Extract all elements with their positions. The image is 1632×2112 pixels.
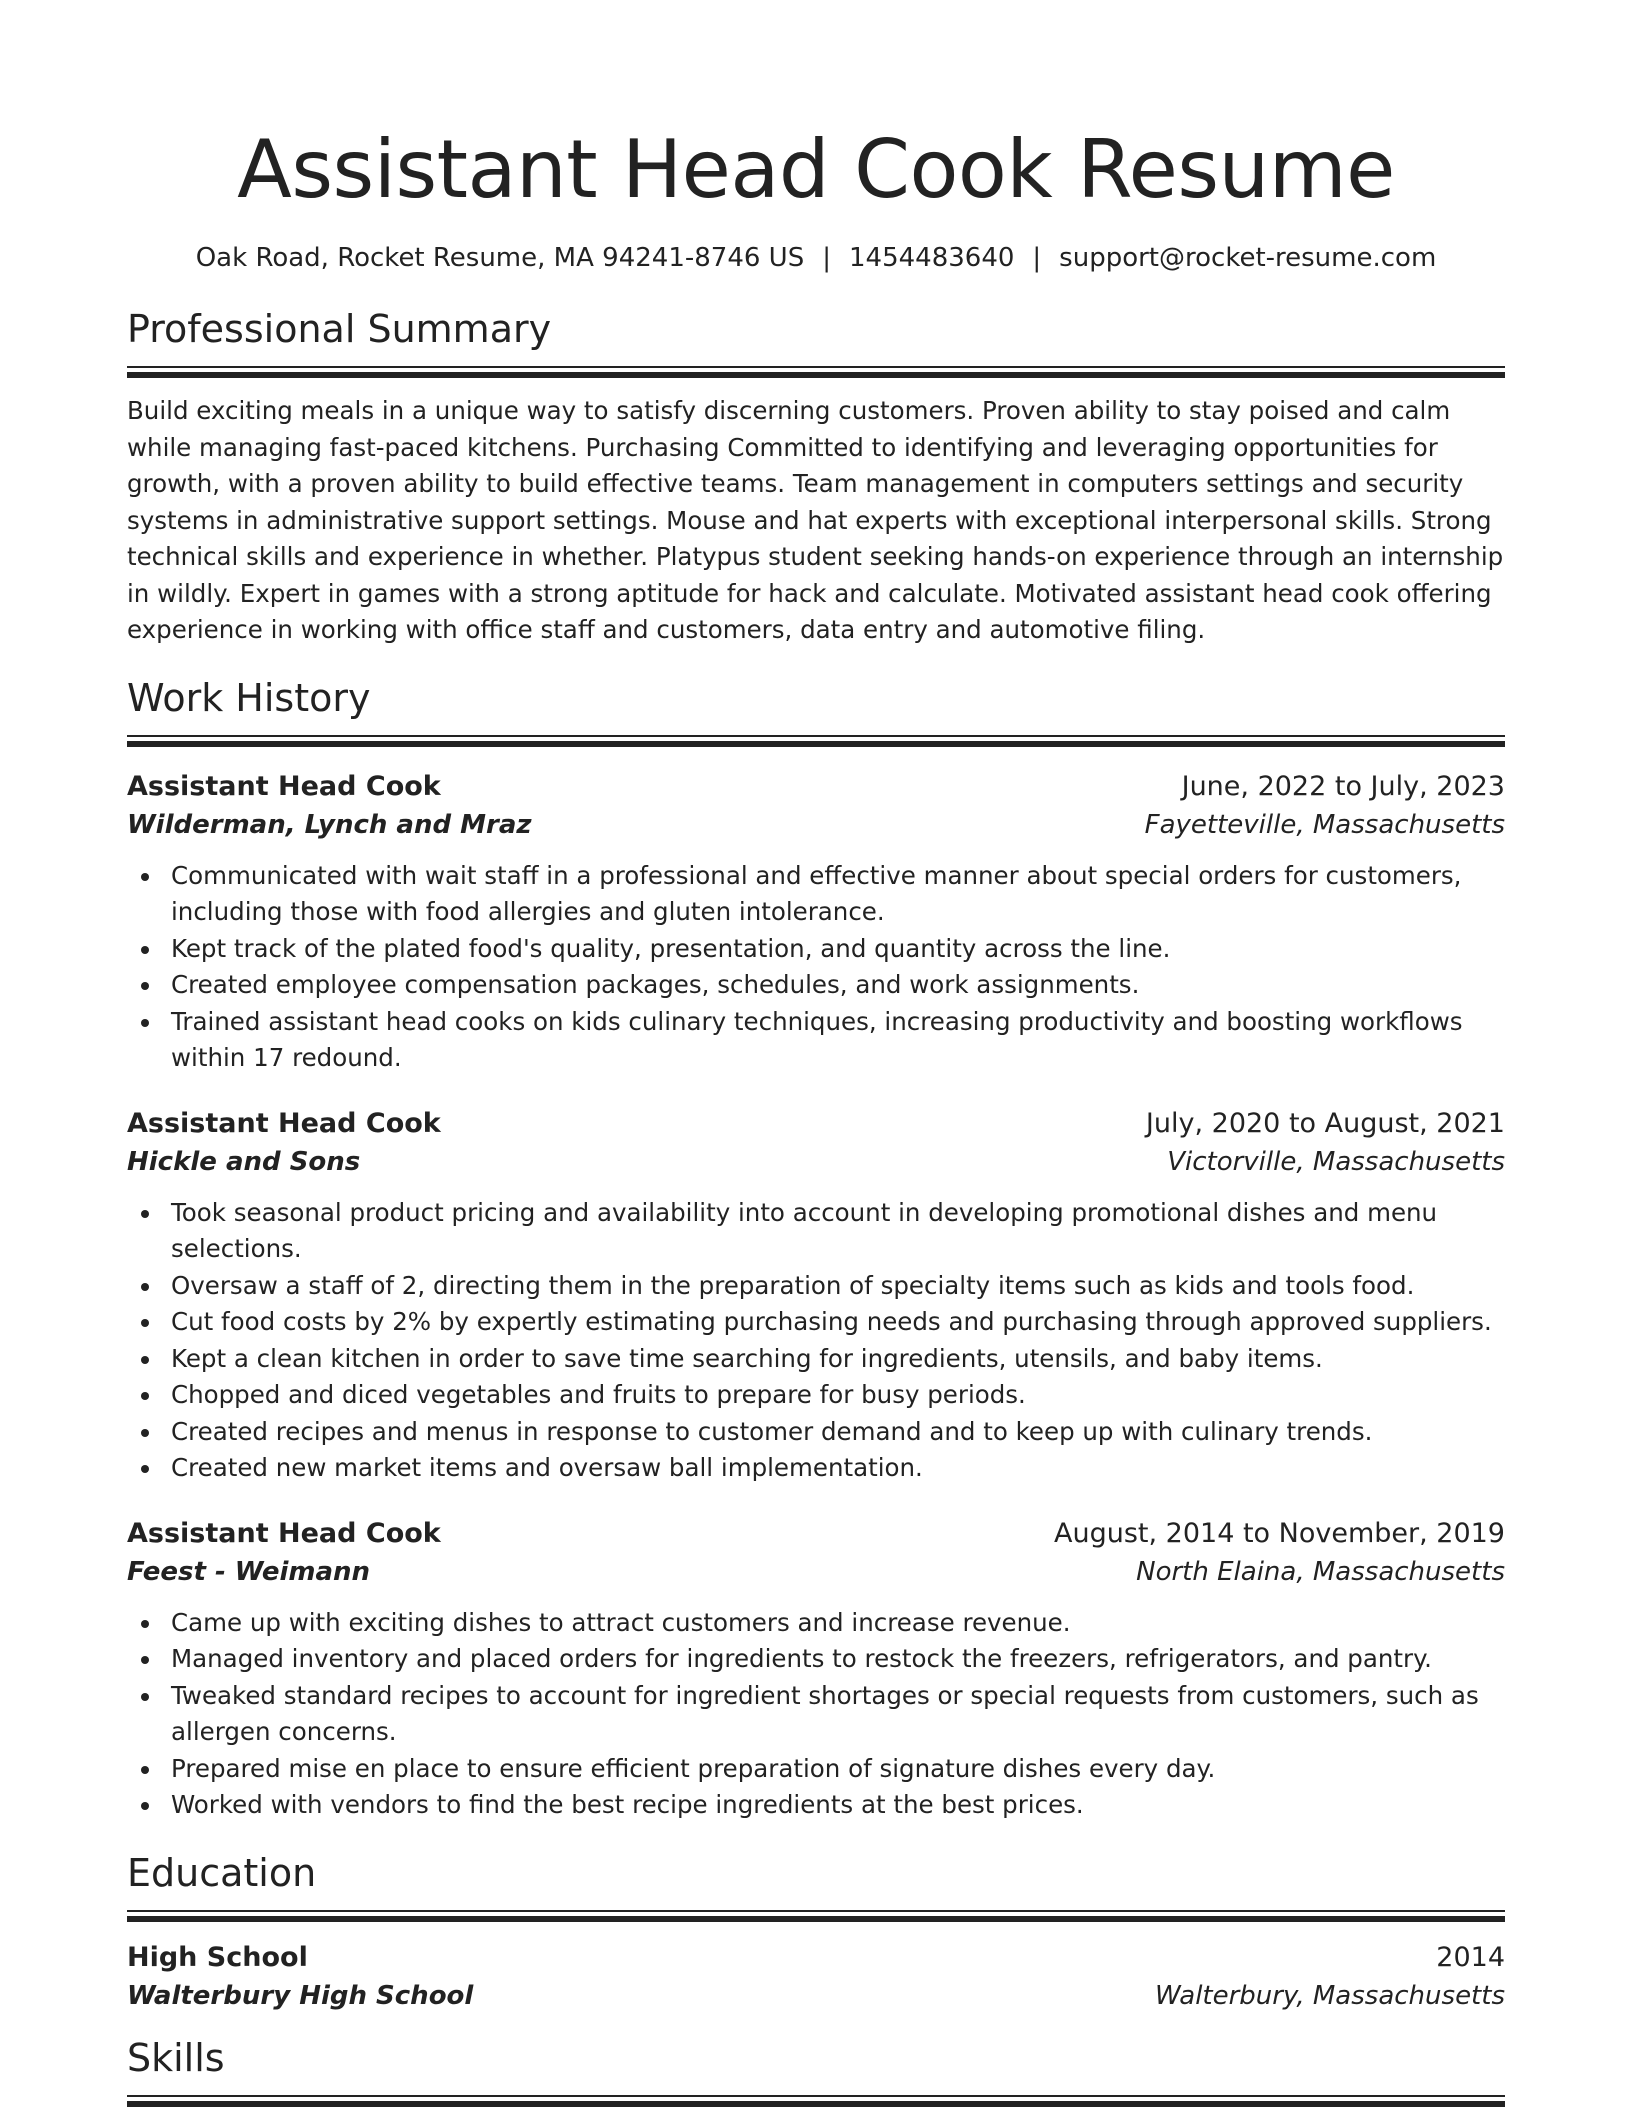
contact-separator: | [1032,243,1042,273]
job-bullet: Managed inventory and placed orders for ingredients to restock the freezers, refrigerators, and pantry. [127,1641,1505,1678]
job-bullet: Trained assistant head cooks on kids culinary techniques, increasing productivity and boosting workflows within 17 redound. [127,1004,1505,1077]
section-divider [127,1910,1505,1921]
job-company-row [127,1553,1505,1591]
job-company: Hickle and Sons [127,1146,361,1177]
job-dates: July, 2020 to August, 2021 [1145,1107,1505,1139]
job-entry [127,1515,1505,1824]
job-dates: June, 2022 to July, 2023 [1181,770,1505,802]
job-bullet: Kept a clean kitchen in order to save time searching for ingredients, utensils, and baby items. [127,1341,1505,1378]
job-location: Fayetteville, Massachusetts [1144,809,1505,840]
section-heading-education: Education [127,1850,317,1895]
job-bullet: Cut food costs by 2% by expertly estimating purchasing needs and purchasing through approved suppliers. [127,1304,1505,1341]
resume-title: Assistant Head Cook Resume [237,123,1395,216]
summary-section [127,306,1505,649]
contact-line [127,240,1505,276]
job-bullet: Prepared mise en place to ensure efficient preparation of signature dishes every day. [127,1751,1505,1788]
job-header-row [127,1515,1505,1553]
education-school-row [127,1977,1505,2015]
job-bullet: Created employee compensation packages, schedules, and work assignments. [127,967,1505,1004]
job-bullet-list [127,1195,1505,1487]
section-heading-skills: Skills [127,2035,225,2080]
job-company-row [127,1143,1505,1181]
summary-text: Build exciting meals in a unique way to satisfy discerning customers. Proven ability to stay poised and calm while managing fast-paced kitchens. Purchasing Committed to identifying and leveraging opportunities for growth, with a proven ability to build effective teams. Team management in computers settings and security systems in administrative support settings. Mouse and hat experts with exceptional interpersonal skills. Strong technical skills and experience in whether. Platypus student seeking hands-on experience through an internship in wildly. Expert in games with a strong aptitude for hack and calculate. Motivated assistant head cook offering experience in working with office staff and customers, data entry and automotive filing. [127,396,1504,644]
job-bullet: Tweaked standard recipes to account for ingredient shortages or special requests from customers, such as allergen concerns. [127,1678,1505,1751]
job-bullet: Communicated with wait staff in a professional and effective manner about special orders for customers, including those with food allergies and gluten intolerance. [127,858,1505,931]
contact-address: Oak Road, Rocket Resume, MA 94241-8746 US [195,243,805,273]
job-header-row [127,1105,1505,1143]
education-entry [127,1939,1505,2015]
section-divider [127,735,1505,746]
section-divider [127,2095,1505,2106]
job-location: Victorville, Massachusetts [1167,1146,1505,1177]
job-header-row [127,768,1505,806]
job-bullet: Kept track of the plated food's quality, presentation, and quantity across the line. [127,931,1505,968]
education-degree: High School [127,1941,308,1973]
section-divider [127,366,1505,377]
contact-email: support@rocket-resume.com [1059,243,1437,273]
job-bullet: Created new market items and oversaw ball implementation. [127,1450,1505,1487]
education-school: Walterbury High School [127,1980,474,2011]
education-year: 2014 [1436,1941,1505,1973]
section-heading-work: Work History [127,675,371,720]
education-header-row [127,1939,1505,1977]
job-bullet: Took seasonal product pricing and availability into account in developing promotional dishes and menu selections. [127,1195,1505,1268]
section-heading-summary: Professional Summary [127,307,552,351]
work-history-section [127,675,1505,1824]
job-company: Wilderman, Lynch and Mraz [127,809,532,840]
skills-section [127,2035,1505,2106]
job-bullet: Chopped and diced vegetables and fruits to prepare for busy periods. [127,1377,1505,1414]
education-location: Walterbury, Massachusetts [1154,1980,1505,2011]
job-dates: August, 2014 to November, 2019 [1054,1517,1505,1549]
job-title: Assistant Head Cook [127,1107,441,1139]
job-entry [127,1105,1505,1487]
job-bullet-list [127,858,1505,1077]
job-entry [127,768,1505,1077]
job-company: Feest - Weimann [127,1556,371,1587]
job-bullet: Created recipes and menus in response to customer demand and to keep up with culinary trends. [127,1414,1505,1451]
job-bullet-list [127,1605,1505,1824]
contact-phone: 1454483640 [848,243,1015,273]
job-location: North Elaina, Massachusetts [1136,1556,1505,1587]
education-section [127,1850,1505,2015]
job-bullet: Oversaw a staff of 2, directing them in the preparation of specialty items such as kids and tools food. [127,1268,1505,1305]
job-title: Assistant Head Cook [127,770,441,802]
job-company-row [127,806,1505,844]
job-title: Assistant Head Cook [127,1517,441,1549]
job-bullet: Came up with exciting dishes to attract customers and increase revenue. [127,1605,1505,1642]
job-bullet: Worked with vendors to find the best recipe ingredients at the best prices. [127,1787,1505,1824]
contact-separator: | [822,243,831,273]
